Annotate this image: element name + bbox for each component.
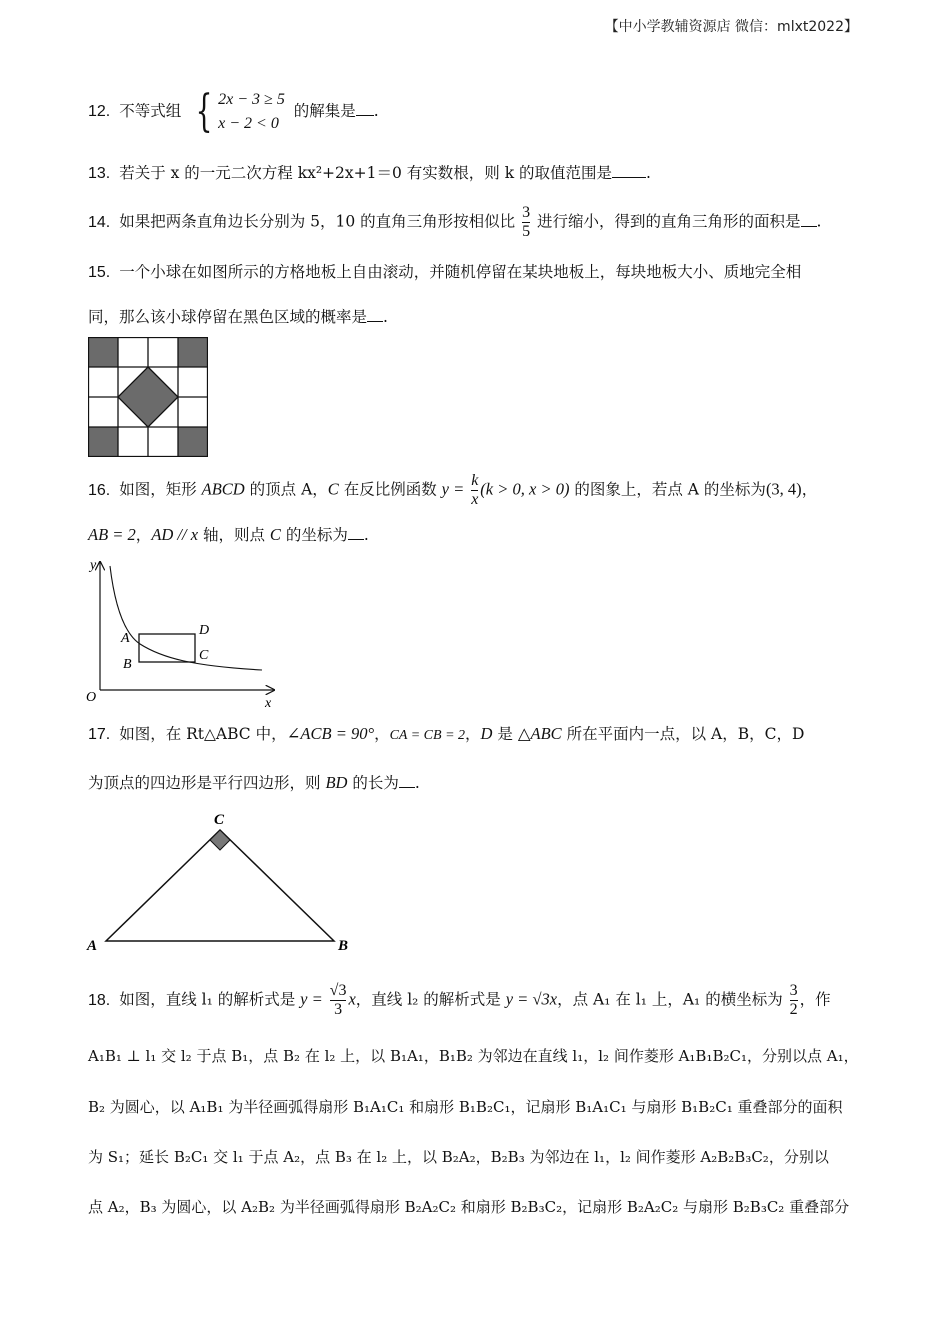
question-text: ， (135, 526, 152, 544)
label-b: B (338, 938, 349, 954)
question-14 (88, 204, 821, 241)
question-18-line-5 (88, 1196, 849, 1218)
period: . (383, 308, 388, 326)
answer-blank[interactable] (801, 212, 817, 227)
question-17 (88, 723, 804, 747)
label-c: C (214, 812, 225, 828)
question-text: 一个小球在如图所示的方格地板上自由滚动，并随机停留在某块地板上，每块地板大小、质地完全相 (119, 263, 802, 281)
math-line2-eq: y = √3x (505, 989, 558, 1009)
question-text: ，直线 l₂ 的解析式是 (355, 990, 506, 1009)
corner-tile-tr (178, 337, 208, 367)
question-text: ， (374, 725, 390, 743)
math-c: C (269, 525, 281, 544)
answer-blank[interactable] (399, 773, 415, 788)
inequality-2: x − 2 < 0 (218, 115, 279, 132)
question-text: 同，那么该小球停留在黑色区域的概率是 (88, 308, 368, 326)
label-o: O (86, 690, 97, 705)
question-number: 13. (88, 165, 111, 182)
question-number: 18. (88, 991, 111, 1009)
question-text: 为顶点的四边形是平行四边形，则 (88, 774, 326, 792)
math-ca-cb: CA = CB = 2 (389, 728, 466, 743)
question-text: 在反比例函数 (338, 480, 442, 499)
question-18-line-3 (88, 1096, 842, 1118)
question-text: 进行缩小，得到的直角三角形的面积是 (537, 212, 801, 231)
answer-blank[interactable] (348, 525, 364, 540)
page-header: 【中小学教辅资源店 微信：mlxt2022】 (604, 19, 858, 35)
question-text: 不等式组 (119, 102, 182, 120)
question-text: 如图，直线 l₁ 的解析式是 (119, 990, 301, 1009)
math-coordinate: (3, 4) (765, 479, 802, 499)
question-text: 的长为 (347, 774, 399, 792)
question-15-line-2 (88, 306, 388, 328)
math-ad-parallel: AD // x (151, 525, 199, 544)
question-text: 点 A₂，B₃ 为圆心，以 A₂B₂ 为半径画弧得扇形 B₂A₂C₂ 和扇形 B₂B₃C₂，记扇形 B₂A₂C₂ 与扇形 B₂B₃C₂ 重叠部分 (88, 1198, 850, 1216)
question-number: 17. (88, 726, 111, 743)
question-15 (88, 261, 801, 284)
math-c: C (327, 479, 339, 499)
question-16-line-2 (88, 524, 369, 546)
question-text: 的解集是 (293, 102, 356, 120)
question-text: 如图，矩形 (119, 480, 202, 499)
question-12 (88, 88, 379, 136)
hyperbola-figure (82, 556, 282, 708)
answer-blank[interactable] (367, 307, 383, 322)
brace-icon: { (195, 86, 213, 137)
corner-tile-tl (88, 337, 118, 367)
question-number: 15. (88, 264, 111, 281)
question-18-line-4 (88, 1146, 829, 1168)
hyperbola-curve (110, 566, 262, 670)
ratio-fraction (522, 204, 530, 241)
question-text: ， (801, 480, 818, 499)
label-b: B (123, 657, 132, 672)
question-text: 的坐标为 (280, 526, 348, 544)
math-x: x (348, 989, 356, 1009)
numerator: 3 (789, 982, 798, 999)
math-abcd: ABCD (201, 479, 245, 499)
numerator: k (471, 472, 479, 489)
math-y-eq: y = (441, 479, 465, 499)
math-triangle: △ABC (517, 724, 562, 743)
question-13 (88, 162, 651, 185)
question-17-line-2 (88, 772, 420, 794)
numerator: √3 (329, 982, 347, 999)
denominator: 5 (522, 223, 531, 240)
question-text: 如图，在 Rt△ABC 中， (119, 725, 287, 743)
label-a: A (87, 938, 98, 954)
denominator: x (471, 491, 479, 508)
math-d: D (480, 724, 493, 743)
triangle-figure (84, 808, 354, 954)
three-halves-fraction (790, 982, 798, 1019)
question-18 (88, 982, 831, 1019)
math-angle: ∠ACB = 90° (286, 724, 375, 743)
sqrt3-over-3-fraction (330, 982, 347, 1019)
label-y: y (90, 558, 97, 573)
corner-tile-bl (88, 427, 118, 457)
label-x: x (265, 696, 272, 708)
period: . (816, 212, 822, 231)
question-text: 轴，则点 (198, 526, 270, 544)
question-text: 若关于 x 的一元二次方程 kx²+2x+1＝0 有实数根，则 k 的取值范围是 (119, 164, 613, 182)
question-number: 14. (88, 213, 111, 231)
right-angle-marker (210, 830, 230, 850)
inequality-system (190, 88, 285, 136)
numerator: 3 (522, 204, 531, 221)
question-16 (88, 472, 817, 509)
question-text: ， (465, 725, 481, 743)
question-text: 的图象上，若点 A 的坐标为 (569, 480, 766, 499)
denominator: 3 (334, 1001, 343, 1018)
math-bd: BD (325, 773, 348, 792)
answer-blank[interactable] (356, 101, 374, 116)
center-diamond (118, 367, 178, 427)
denominator: 2 (789, 1001, 798, 1018)
math-ab: AB = 2 (88, 525, 136, 544)
question-number: 16. (88, 481, 111, 499)
question-number: 12. (88, 103, 111, 120)
period: . (414, 774, 420, 792)
period: . (373, 102, 379, 120)
period: . (363, 526, 369, 544)
question-text: 为 S₁；延长 B₂C₁ 交 l₁ 于点 A₂，点 B₃ 在 l₂ 上，以 B₂A₂，B₂B₃ 为邻边在 l₁，l₂ 间作菱形 A₂B₂B₃C₂，分别以 (88, 1148, 829, 1166)
math-condition: (k > 0, x > 0) (480, 479, 570, 499)
k-over-x-fraction (471, 472, 478, 509)
corner-tile-br (178, 427, 208, 457)
label-c: C (199, 648, 209, 663)
label-d: D (199, 623, 210, 638)
math-y-eq: y = (300, 989, 323, 1009)
question-text: 是 (492, 725, 518, 743)
period: . (646, 164, 651, 182)
question-18-line-2 (88, 1045, 859, 1067)
question-text: 如果把两条直角边长分别为 5，10 的直角三角形按相似比 (119, 212, 516, 231)
question-text: ，作 (799, 990, 831, 1009)
question-text: A₁B₁ ⊥ l₁ 交 l₂ 于点 B₁，点 B₂ 在 l₂ 上，以 B₁A₁，B₁B₂ 为邻边在直线 l₁，l₂ 间作菱形 A₁B₁B₂C₁，分别以点 A₁， (88, 1047, 859, 1065)
question-text: 的顶点 A， (244, 480, 328, 499)
tile-floor-figure (88, 337, 208, 457)
label-a: A (121, 631, 130, 646)
answer-blank[interactable] (612, 163, 646, 178)
inequality-1: 2x − 3 ≥ 5 (218, 91, 285, 108)
question-text: B₂ 为圆心，以 A₁B₁ 为半径画弧得扇形 B₁A₁C₁ 和扇形 B₁B₂C₁，记扇形 B₁A₁C₁ 与扇形 B₁B₂C₁ 重叠部分的面积 (88, 1098, 843, 1116)
question-text: ，点 A₁ 在 l₁ 上，A₁ 的横坐标为 (557, 990, 783, 1009)
question-text: 所在平面内一点，以 A，B，C，D (561, 725, 805, 743)
